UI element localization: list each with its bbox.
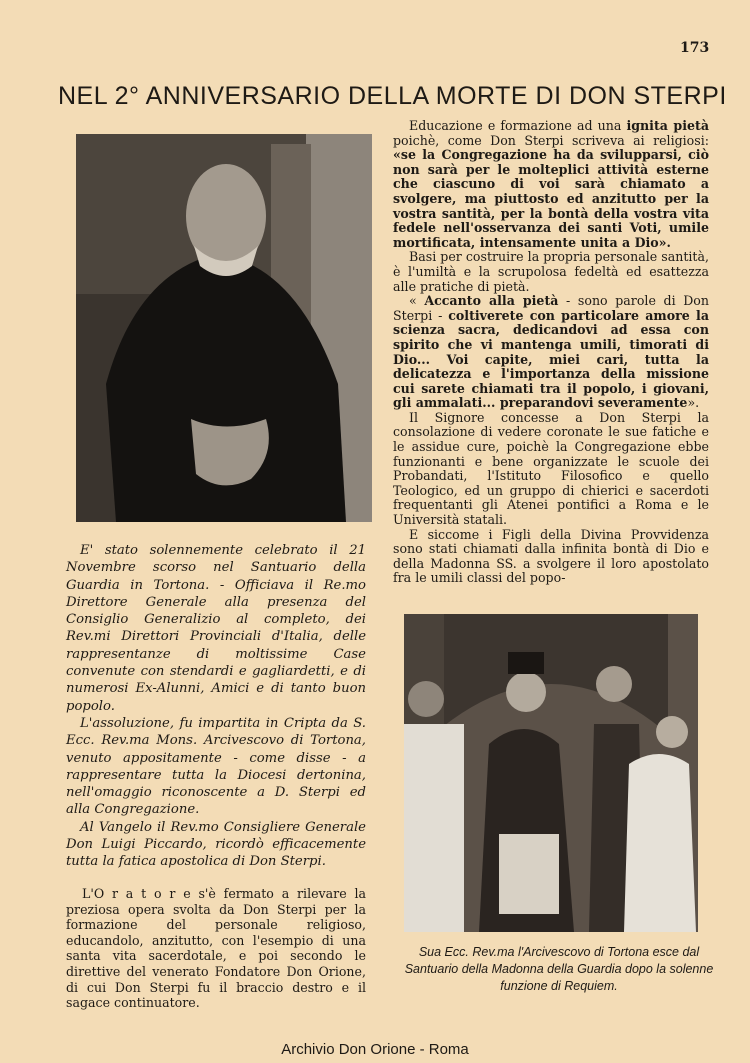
intro-paragraph: L'assoluzione, fu impartita in Cripta da S. Ecc. Rev.ma Mons. Arcivescovo di Tortona, venuto appositamente - come disse - a rappresentare tutta la Diocesi dertonina, nell'omaggio riconoscente a D. Sterpi ed alla Congregazione. — [66, 715, 366, 818]
right-paragraph-4: Il Signore concesse a Don Sterpi la consolazione di vedere coronate le sue fatiche e le assidue cure, poichè la Congregazione ebbe funzionanti e bene organizzate le scuole dei Probandati, l'Istituto Filosofico e quello Teologico, ed un gruppo di chierici e sacerdoti frequentanti gli Atenei pontifici a Roma e le Università statali. — [393, 409, 709, 528]
archive-footer: Archivio Don Orione - Roma — [281, 1041, 469, 1058]
right-paragraph-2: Basi per costruire la propria personale santità, è l'umiltà e la scrupolosa fedeltà ed esattezza alle pratiche di pietà. — [393, 249, 709, 294]
intro-italic-text — [66, 542, 366, 871]
photo-caption: Sua Ecc. Rev.ma l'Arcivescovo di Tortona esce dal Santuario della Madonna della Guardia dopo la solenne funzione di Requiem. — [404, 945, 714, 993]
left-column-text — [66, 886, 366, 1011]
right-column-text — [393, 119, 709, 586]
intro-paragraph: Al Vangelo il Rev.mo Consigliere Generale Don Luigi Piccardo, ricordò efficacemente tutta la fatica apostolica di Don Sterpi. — [66, 819, 366, 870]
intro-paragraph: E' stato solennemente celebrato il 21 Novembre scorso nel Santuario della Guardia in Tortona. - Officiava il Re.mo Direttore Generale alla presenza del Consiglio Generalizio al completo, dei Rev.mi Direttori Provinciali d'Italia, delle rappresentanze di moltissime Case convenute con stendardi e gagliardetti, e di numerosi Ex-Alunni, Amici e di tanto buon popolo. — [66, 543, 366, 714]
procession-photo — [404, 614, 698, 932]
orator-paragraph: L'O r a t o r e s'è fermato a rilevare la preziosa opera svolta da Don Sterpi per la formazione del personale religioso, educandolo, anzitutto, con l'esempio di una santa vita sacerdotale, e poi secondo le direttive del venerato Fondatore Don Orione, di cui Don Sterpi fu il braccio destro e il sagace continuatore. — [66, 886, 366, 1011]
portrait-photo — [76, 134, 372, 522]
right-paragraph-1: Educazione e formazione ad una ignita pietà poichè, come Don Sterpi scriveva ai religiosi: «se la Congregazione ha da svilupparsi, ciò non sarà per le molteplici attività esterne che ciascuno di voi sarà chiamato a svolgere, ma piuttosto ed anzitutto per la vostra santità, per la bontà della vostra vita fedele nell'osservanza dei santi Voti, umile mortificata, intensamente unita a Dio». — [393, 118, 709, 250]
right-paragraph-5: E siccome i Figli della Divina Provvidenza sono stati chiamati dalla infinita bontà di Dio e della Madonna SS. a svolgere il loro apostolato fra le umili classi del popo- — [393, 526, 709, 586]
right-paragraph-3: « Accanto alla pietà - sono parole di Don Sterpi - coltiverete con particolare amore la scienza sacra, dedicandovi ad essa con spirito che vi mantenga umili, timorati di Dio... Voi capite, miei cari, tutta la delicatezza e l'importanza della missione cui sarete chiamati tra il popolo, i giovani, gli ammalati... preparandovi severamente». — [393, 293, 709, 411]
page-number: 173 — [680, 40, 710, 56]
article-title: NEL 2° ANNIVERSARIO DELLA MORTE DI DON STERPI — [58, 82, 727, 110]
